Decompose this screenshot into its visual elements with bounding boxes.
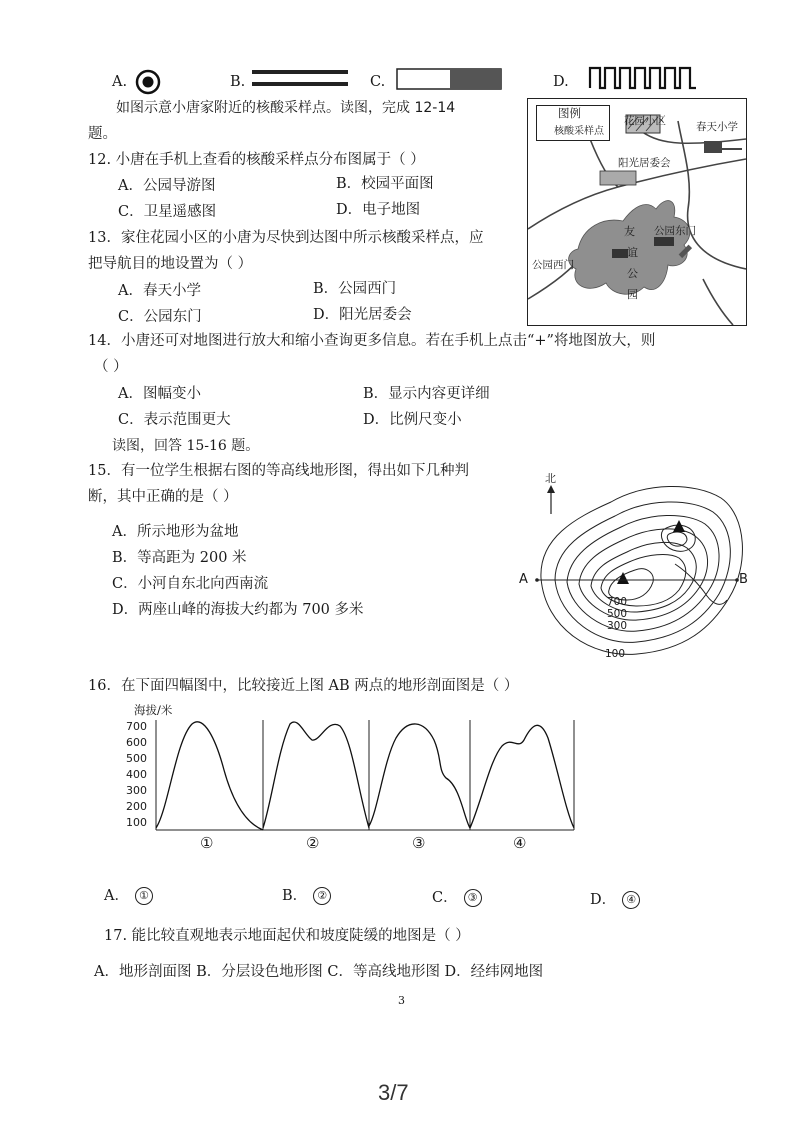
point-a-label: A <box>519 572 528 587</box>
profile-label-2: ② <box>306 834 320 852</box>
profile-y-tick: 400 <box>126 768 147 781</box>
question-16-option-d-label: D． <box>590 892 617 908</box>
question-13-option-a[interactable]: A．春天小学 <box>118 283 201 299</box>
map-label-west-gate: 公园西门 <box>532 259 574 271</box>
question-14-option-a[interactable]: A．图幅变小 <box>118 386 201 402</box>
park-map <box>527 98 747 326</box>
question-16-option-a[interactable] <box>104 886 153 906</box>
question-14-line2: （ ） <box>94 359 128 375</box>
question-16-option-b-num: ② <box>313 887 331 905</box>
question-13-line1: 13．家住花园小区的小唐为尽快到达图中所示核酸采样点，应 <box>88 230 484 246</box>
question-14-option-b[interactable]: B．显示内容更详细 <box>363 386 490 402</box>
contour-label-700: 700 <box>607 596 628 608</box>
map-label-east-gate: 公园东门 <box>654 225 696 237</box>
question-13-line2: 把导航目的地设置为（ ） <box>88 256 253 272</box>
question-12-option-d[interactable]: D．电子地图 <box>336 202 421 218</box>
intro-15-16: 读图，回答 15-16 题。 <box>112 438 260 454</box>
question-15-option-c[interactable]: C．小河自东北向西南流 <box>112 576 269 592</box>
question-14-option-c[interactable]: C．表示范围更大 <box>118 412 231 428</box>
question-16-option-a-label: A． <box>104 888 129 904</box>
question-12-option-b[interactable]: B．校园平面图 <box>336 176 434 192</box>
question-16-option-b-label: B． <box>282 888 308 904</box>
profile-label-3: ③ <box>412 834 426 852</box>
question-16-option-a-num: ① <box>135 887 153 905</box>
intro-12-14-line1: 如图示意小唐家附近的核酸采样点。读图，完成 12-14 <box>116 100 456 116</box>
map-legend-item: 核酸采样点 <box>554 126 604 137</box>
question-16-option-b[interactable] <box>282 886 331 906</box>
square-wave-icon <box>588 64 700 92</box>
page-indicator: 3/7 <box>378 1080 409 1105</box>
profile-y-tick: 100 <box>126 816 147 829</box>
map-legend-title: 图例 <box>558 106 581 120</box>
question-14-option-d[interactable]: D．比例尺变小 <box>363 412 462 428</box>
symbol-option-b-label: B. <box>230 74 246 90</box>
half-shaded-bar-icon <box>396 68 504 92</box>
question-16-stem: 16．在下面四幅图中，比较接近上图 AB 两点的地形剖面图是（ ） <box>88 678 519 694</box>
question-16-option-d[interactable] <box>590 890 640 910</box>
intro-12-14-line2: 题。 <box>88 126 117 142</box>
question-15-option-a[interactable]: A．所示地形为盆地 <box>112 524 239 540</box>
symbol-option-c-label: C. <box>370 74 386 90</box>
profile-y-tick: 200 <box>126 800 147 813</box>
map-park-char-4: 园 <box>627 288 638 301</box>
profile-y-axis-label: 海拔/米 <box>134 703 173 717</box>
contour-label-300: 300 <box>607 620 628 632</box>
question-16-option-c-label: C． <box>432 890 458 906</box>
question-17-stem: 17. 能比较直观地表示地面起伏和坡度陡缓的地图是（ ） <box>104 928 470 944</box>
page-number-small: 3 <box>398 994 405 1007</box>
question-16-option-d-num: ④ <box>622 891 640 909</box>
contour-label-500: 500 <box>607 608 628 620</box>
question-16-option-c-num: ③ <box>464 889 482 907</box>
symbol-option-a-label: A. <box>112 74 128 90</box>
map-park-char-3: 公 <box>627 267 638 280</box>
map-label-yangguang: 阳光居委会 <box>618 157 671 169</box>
question-12-option-c[interactable]: C．卫星遥感图 <box>118 204 217 220</box>
point-b-label: B <box>739 572 748 587</box>
symbol-option-d-label: D. <box>553 74 569 90</box>
profile-label-1: ① <box>200 834 214 852</box>
profile-label-4: ④ <box>513 834 527 852</box>
question-14-line1: 14．小唐还可对地图进行放大和缩小查询更多信息。若在手机上点击“+”将地图放大，则 <box>88 333 656 349</box>
question-17-options[interactable]: A．地形剖面图 B．分层设色地形图 C．等高线地形图 D．经纬网地图 <box>94 964 544 980</box>
profile-y-tick: 700 <box>126 720 147 733</box>
map-park-char-1: 友 <box>624 225 635 238</box>
profile-y-tick: 600 <box>126 736 147 749</box>
contour-label-100: 100 <box>605 648 626 660</box>
question-15-option-b[interactable]: B．等高距为 200 米 <box>112 550 247 566</box>
double-line-icon <box>252 68 350 90</box>
question-12-stem: 12. 小唐在手机上查看的核酸采样点分布图属于（ ） <box>88 152 425 168</box>
question-13-option-d[interactable]: D．阳光居委会 <box>313 307 412 323</box>
question-15-line1: 15．有一位学生根据右图的等高线地形图，得出如下几种判 <box>88 463 469 479</box>
question-16-option-c[interactable] <box>432 888 482 908</box>
question-13-option-b[interactable]: B．公园西门 <box>313 281 397 297</box>
contour-map <box>515 468 755 664</box>
north-label: 北 <box>545 472 556 485</box>
map-park-char-2: 谊 <box>627 246 638 259</box>
map-label-chuntian: 春天小学 <box>696 121 738 133</box>
target-circle-icon <box>134 68 162 96</box>
question-15-option-d[interactable]: D．两座山峰的海拔大约都为 700 多米 <box>112 602 364 618</box>
question-12-option-a[interactable]: A．公园导游图 <box>118 178 216 194</box>
profile-y-tick: 500 <box>126 752 147 765</box>
question-13-option-c[interactable]: C．公园东门 <box>118 309 202 325</box>
profile-y-tick: 300 <box>126 784 147 797</box>
map-label-huayuan: 花园小区 <box>624 115 666 127</box>
question-15-line2: 断，其中正确的是（ ） <box>88 489 238 505</box>
